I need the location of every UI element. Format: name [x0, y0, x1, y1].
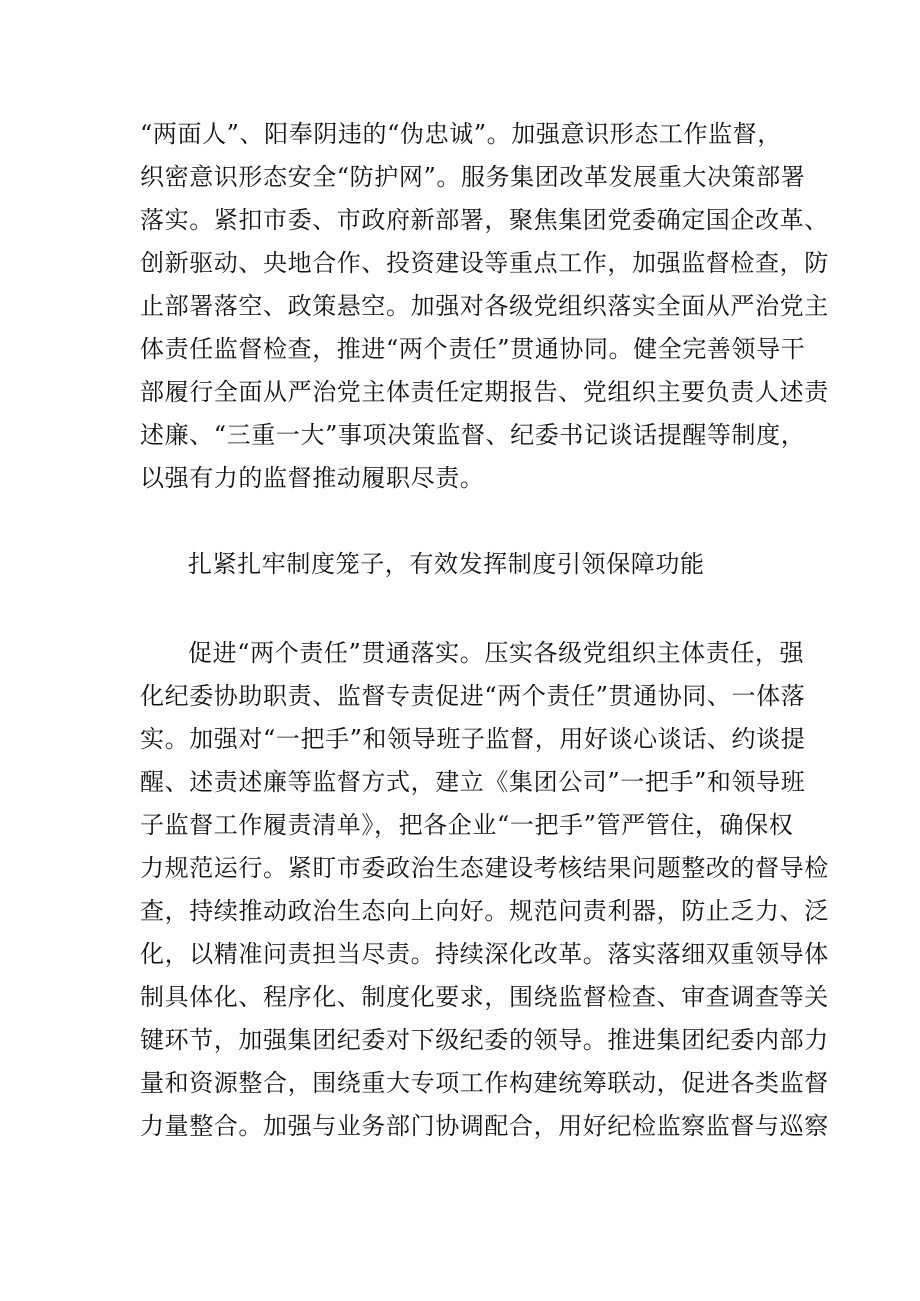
paragraph-line: 力规范运行。紧盯市委政治生态建设考核结果问题整改的督导检 [140, 854, 829, 882]
paragraph-line: 止部署落空、政策悬空。加强对各级党组织落实全面从严治党主 [140, 292, 829, 320]
paragraph-line: 创新驱动、央地合作、投资建设等重点工作，加强监督检查，防 [140, 249, 829, 277]
paragraph-line: 促进“两个责任”贯通落实。压实各级党组织主体责任，强 [188, 639, 805, 667]
paragraph-line: 力量整合。加强与业务部门协调配合，用好纪检监察监督与巡察 [140, 1112, 829, 1140]
paragraph-line: 落实。紧扣市委、市政府新部署，聚焦集团党委确定国企改革、 [140, 206, 829, 234]
paragraph-line: 子监督工作履责清单》，把各企业“一把手”管严管住，确保权 [140, 811, 794, 839]
paragraph-line: 醒、述责述廉等监督方式，建立《集团公司”一把手”和领导班 [140, 768, 806, 796]
paragraph-line: 量和资源整合，围绕重大专项工作构建统筹联动，促进各类监督 [140, 1069, 829, 1097]
paragraph-line: 述廉、“三重一大”事项决策监督、纪委书记谈话提醒等制度， [140, 421, 806, 449]
paragraph-line: 查，持续推动政治生态向上向好。规范问责利器，防止乏力、泛 [140, 897, 829, 925]
paragraph-line: 部履行全面从严治党主体责任定期报告、党组织主要负责人述责 [140, 378, 829, 406]
paragraph-line: 织密意识形态安全“防护网”。服务集团改革发展重大决策部署 [140, 163, 806, 191]
section-heading: 扎紧扎牢制度笼子，有效发挥制度引领保障功能 [188, 550, 705, 578]
paragraph-line: 化，以精准问责担当尽责。持续深化改革。落实落细双重领导体 [140, 940, 829, 968]
paragraph-line: 体责任监督检查，推进“两个责任”贯通协同。健全完善领导干 [140, 335, 806, 363]
paragraph-line: 实。加强对“一把手”和领导班子监督，用好谈心谈话、约谈提 [140, 725, 806, 753]
paragraph-line: 制具体化、程序化、制度化要求，围绕监督检查、审查调查等关 [140, 983, 829, 1011]
paragraph-line: 化纪委协助职责、监督专责促进“两个责任”贯通协同、一体落 [140, 682, 806, 710]
paragraph-line: 键环节，加强集团纪委对下级纪委的领导。推进集团纪委内部力 [140, 1026, 829, 1054]
paragraph-line: 以强有力的监督推动履职尽责。 [140, 464, 485, 492]
paragraph-line: “两面人”、阳奉阴违的“伪忠诚”。加强意识形态工作监督， [140, 120, 782, 148]
